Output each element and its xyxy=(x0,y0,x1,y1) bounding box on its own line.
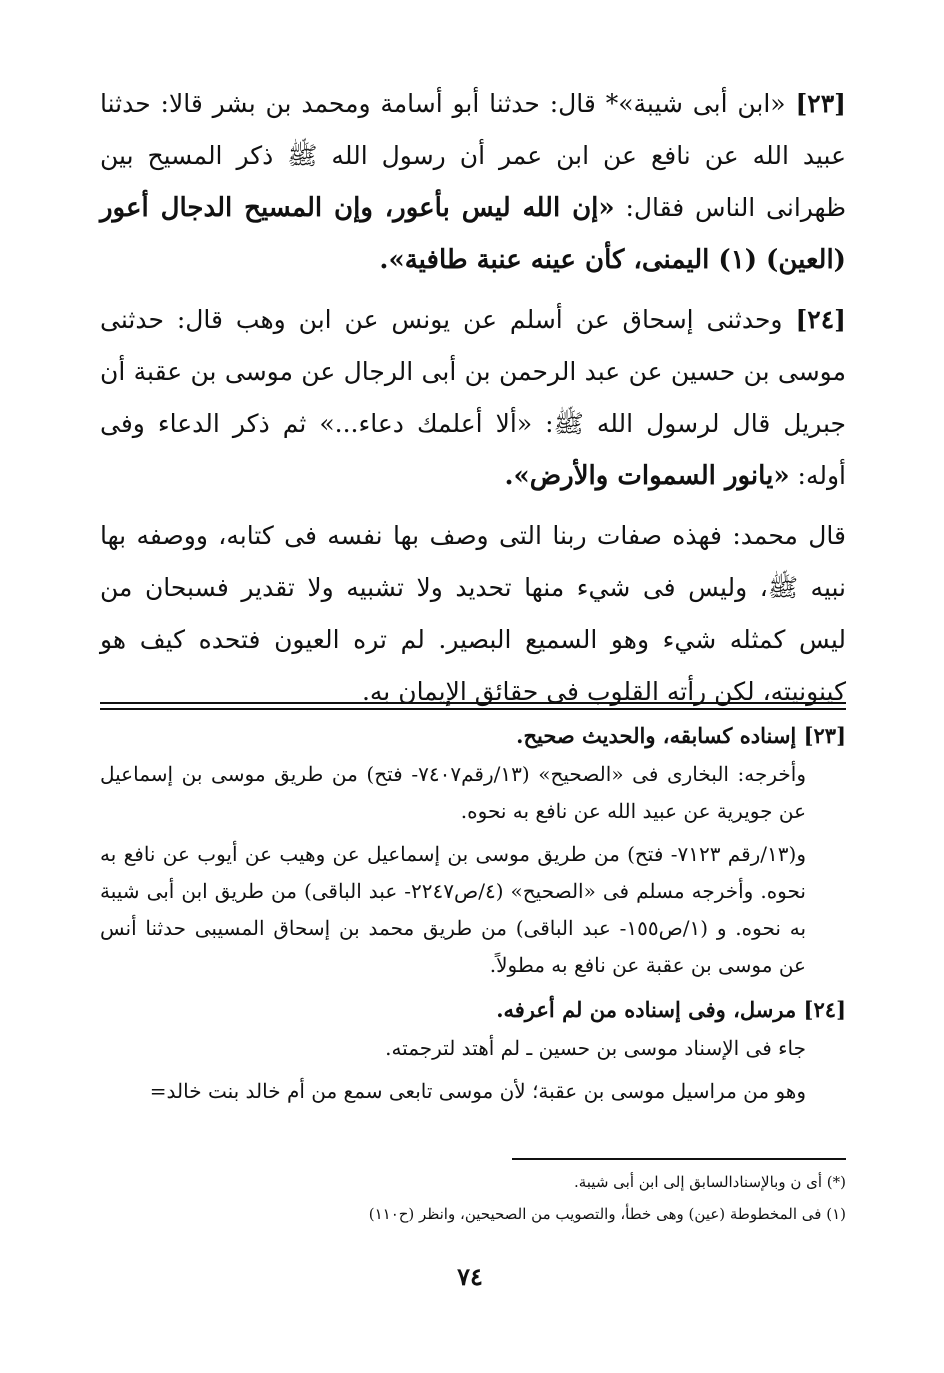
paragraph-text: «ابن أبى شيبة»* قال: حدثنا أبو أسامة ومحمد بن بشر قالا: حدثنا عبيد الله عن نافع عن ابن عمر أن رسول الله ﷺ ذكر المسيح بين ظهرانى الناس فقال: xyxy=(100,89,846,222)
paragraph-23 xyxy=(100,78,846,286)
note-paragraph: و(١٣/رقم ٧١٢٣- فتح) من طريق موسى بن إسماعيل عن وهيب عن أيوب عن نافع به نحوه. وأخرجه مسلم فى «الصحيح» (٤/ص٢٢٤٧- عبد الباقى) من طريق ابن أبى شيبة به نحوه. و (١/ص١٥٥- عبد الباقى) من طريق محمد بن إسحاق المسيبى حدثنا أنس عن موسى بن عقبة عن نافع به مطولاً. xyxy=(100,842,807,977)
paragraph-24 xyxy=(100,294,846,502)
note-heading-23: [٢٣] إسناده كسابقه، والحديث صحيح. xyxy=(516,723,846,748)
footnote-star: (*) أى ن وبالإسنادالسابق إلى ابن أبى شيبة. xyxy=(573,1173,846,1191)
footnote-1: (١) فى المخطوطة (عين) وهى خطأ، والتصويب من الصحيحين، وانظر (ح١١٠) xyxy=(368,1205,846,1223)
hadith-quote: «يانور السموات والأرض». xyxy=(504,461,790,491)
footnotes xyxy=(100,1166,846,1230)
paragraph-text: قال محمد: فهذه صفات ربنا التى وصف بها نفسه فى كتابه، ووصفه بها نبيه ﷺ، وليس فى شيء منها تحديد ولا تشبيه ولا تقدير فسبحان من ليس كمثله شيء وهو السميع البصير. لم تره العيون فتحده كيف هو كينونيته، لكن رأته القلوب فى حقائق الإيمان به. xyxy=(100,521,846,706)
footnote-divider xyxy=(512,1158,846,1160)
hadith-number: [٢٤] xyxy=(795,305,846,334)
note-paragraph: وهو من مراسيل موسى بن عقبة؛ لأن موسى تابعى سمع من أم خالد بنت خالد= xyxy=(149,1079,806,1103)
main-text xyxy=(100,78,846,726)
hadith-quote: «إن الله ليس بأعور، وإن المسيح الدجال أعور (العين) (١) اليمنى، كأن عينه عنبة طافية». xyxy=(100,193,846,275)
paragraph-commentary xyxy=(100,510,846,718)
page-number: ٧٤ xyxy=(457,1262,483,1291)
section-divider xyxy=(100,702,846,710)
note-paragraph: جاء فى الإسناد موسى بن حسين ـ لم أهتد لترجمته. xyxy=(385,1036,806,1060)
hadith-number: [٢٣] xyxy=(795,89,846,118)
note-heading-24: [٢٤] مرسل، وفى إسناده من لم أعرفه. xyxy=(496,997,846,1022)
note-paragraph: وأخرجه: البخارى فى «الصحيح» (١٣/رقم٧٤٠٧- فتح) من طريق موسى بن إسماعيل عن جويرية عن عبيد الله عن نافع به نحوه. xyxy=(100,762,806,823)
paragraph-text: وحدثنى إسحاق عن أسلم عن يونس عن ابن وهب قال: حدثنى موسى بن حسين عن عبد الرحمن بن أبى الرجال عن موسى بن عقبة أن جبريل قال لرسول الله ﷺ: «ألا أعلمك دعاء...» ثم ذكر الدعاء وفى أوله: xyxy=(100,305,846,490)
takhrij-notes xyxy=(100,716,846,1116)
